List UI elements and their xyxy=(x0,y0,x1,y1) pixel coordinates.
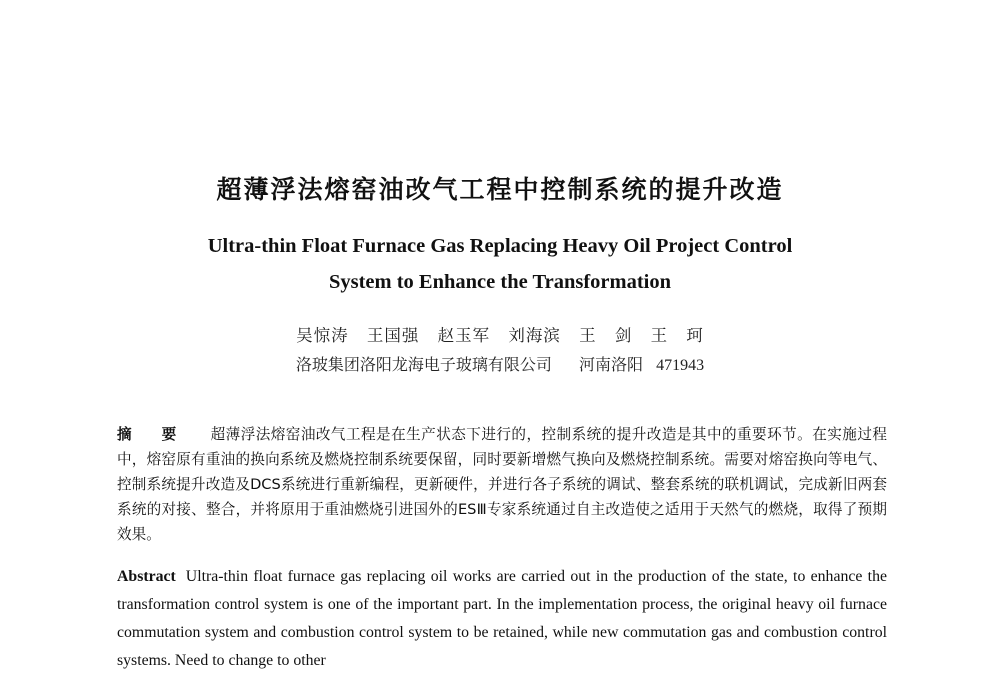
author-list: 吴惊涛 王国强 赵玉军 刘海滨 王 剑 王 珂 xyxy=(296,326,704,345)
paper-title-chinese: 超薄浮法熔窑油改气工程中控制系统的提升改造 xyxy=(216,175,784,204)
paper-title-english xyxy=(0,228,1000,300)
affiliation-location: 河南洛阳 xyxy=(579,355,644,374)
paper-title-english-line-1: Ultra-thin Float Furnace Gas Replacing Heavy Oil Project Control xyxy=(207,235,793,257)
abstract-chinese-label: 摘 要 xyxy=(117,426,189,443)
affiliation xyxy=(0,352,1000,375)
affiliation-organization: 洛玻集团洛阳龙海电子玻璃有限公司 xyxy=(295,355,552,374)
abstract-english-text: Ultra-thin float furnace gas replacing oil works are carried out in the production of the state, to enhance the transformation control system is one of the important part. In the implementation process, the original heavy oil furnace commutation system and combustion control system to be retained, while new commutation gas and combustion control systems. Need to change to other xyxy=(117,568,887,669)
paper-title-english-line-2: System to Enhance the Transformation xyxy=(328,271,672,293)
affiliation-zip: 471943 xyxy=(656,357,705,374)
abstract-chinese-text: 超薄浮法熔窑油改气工程是在生产状态下进行的，控制系统的提升改造是其中的重要环节。在实施过程中，熔窑原有重油的换向系统及燃烧控制系统要保留，同时要新增燃气换向及燃烧控制系统。需要对熔窑换向等电气、控制系统提升改造及DCS系统进行重新编程，更新硬件，并进行各子系统的调试、整套系统的联机调试，完成新旧两套系统的对接、整合，并将原用于重油燃烧引进国外的ESⅢ专家系统通过自主改造使之适用于天然气的燃烧，取得了预期效果。 xyxy=(117,426,887,543)
abstract-chinese xyxy=(117,422,887,547)
abstract-english-label: Abstract xyxy=(117,568,176,585)
abstract-english xyxy=(117,563,887,675)
